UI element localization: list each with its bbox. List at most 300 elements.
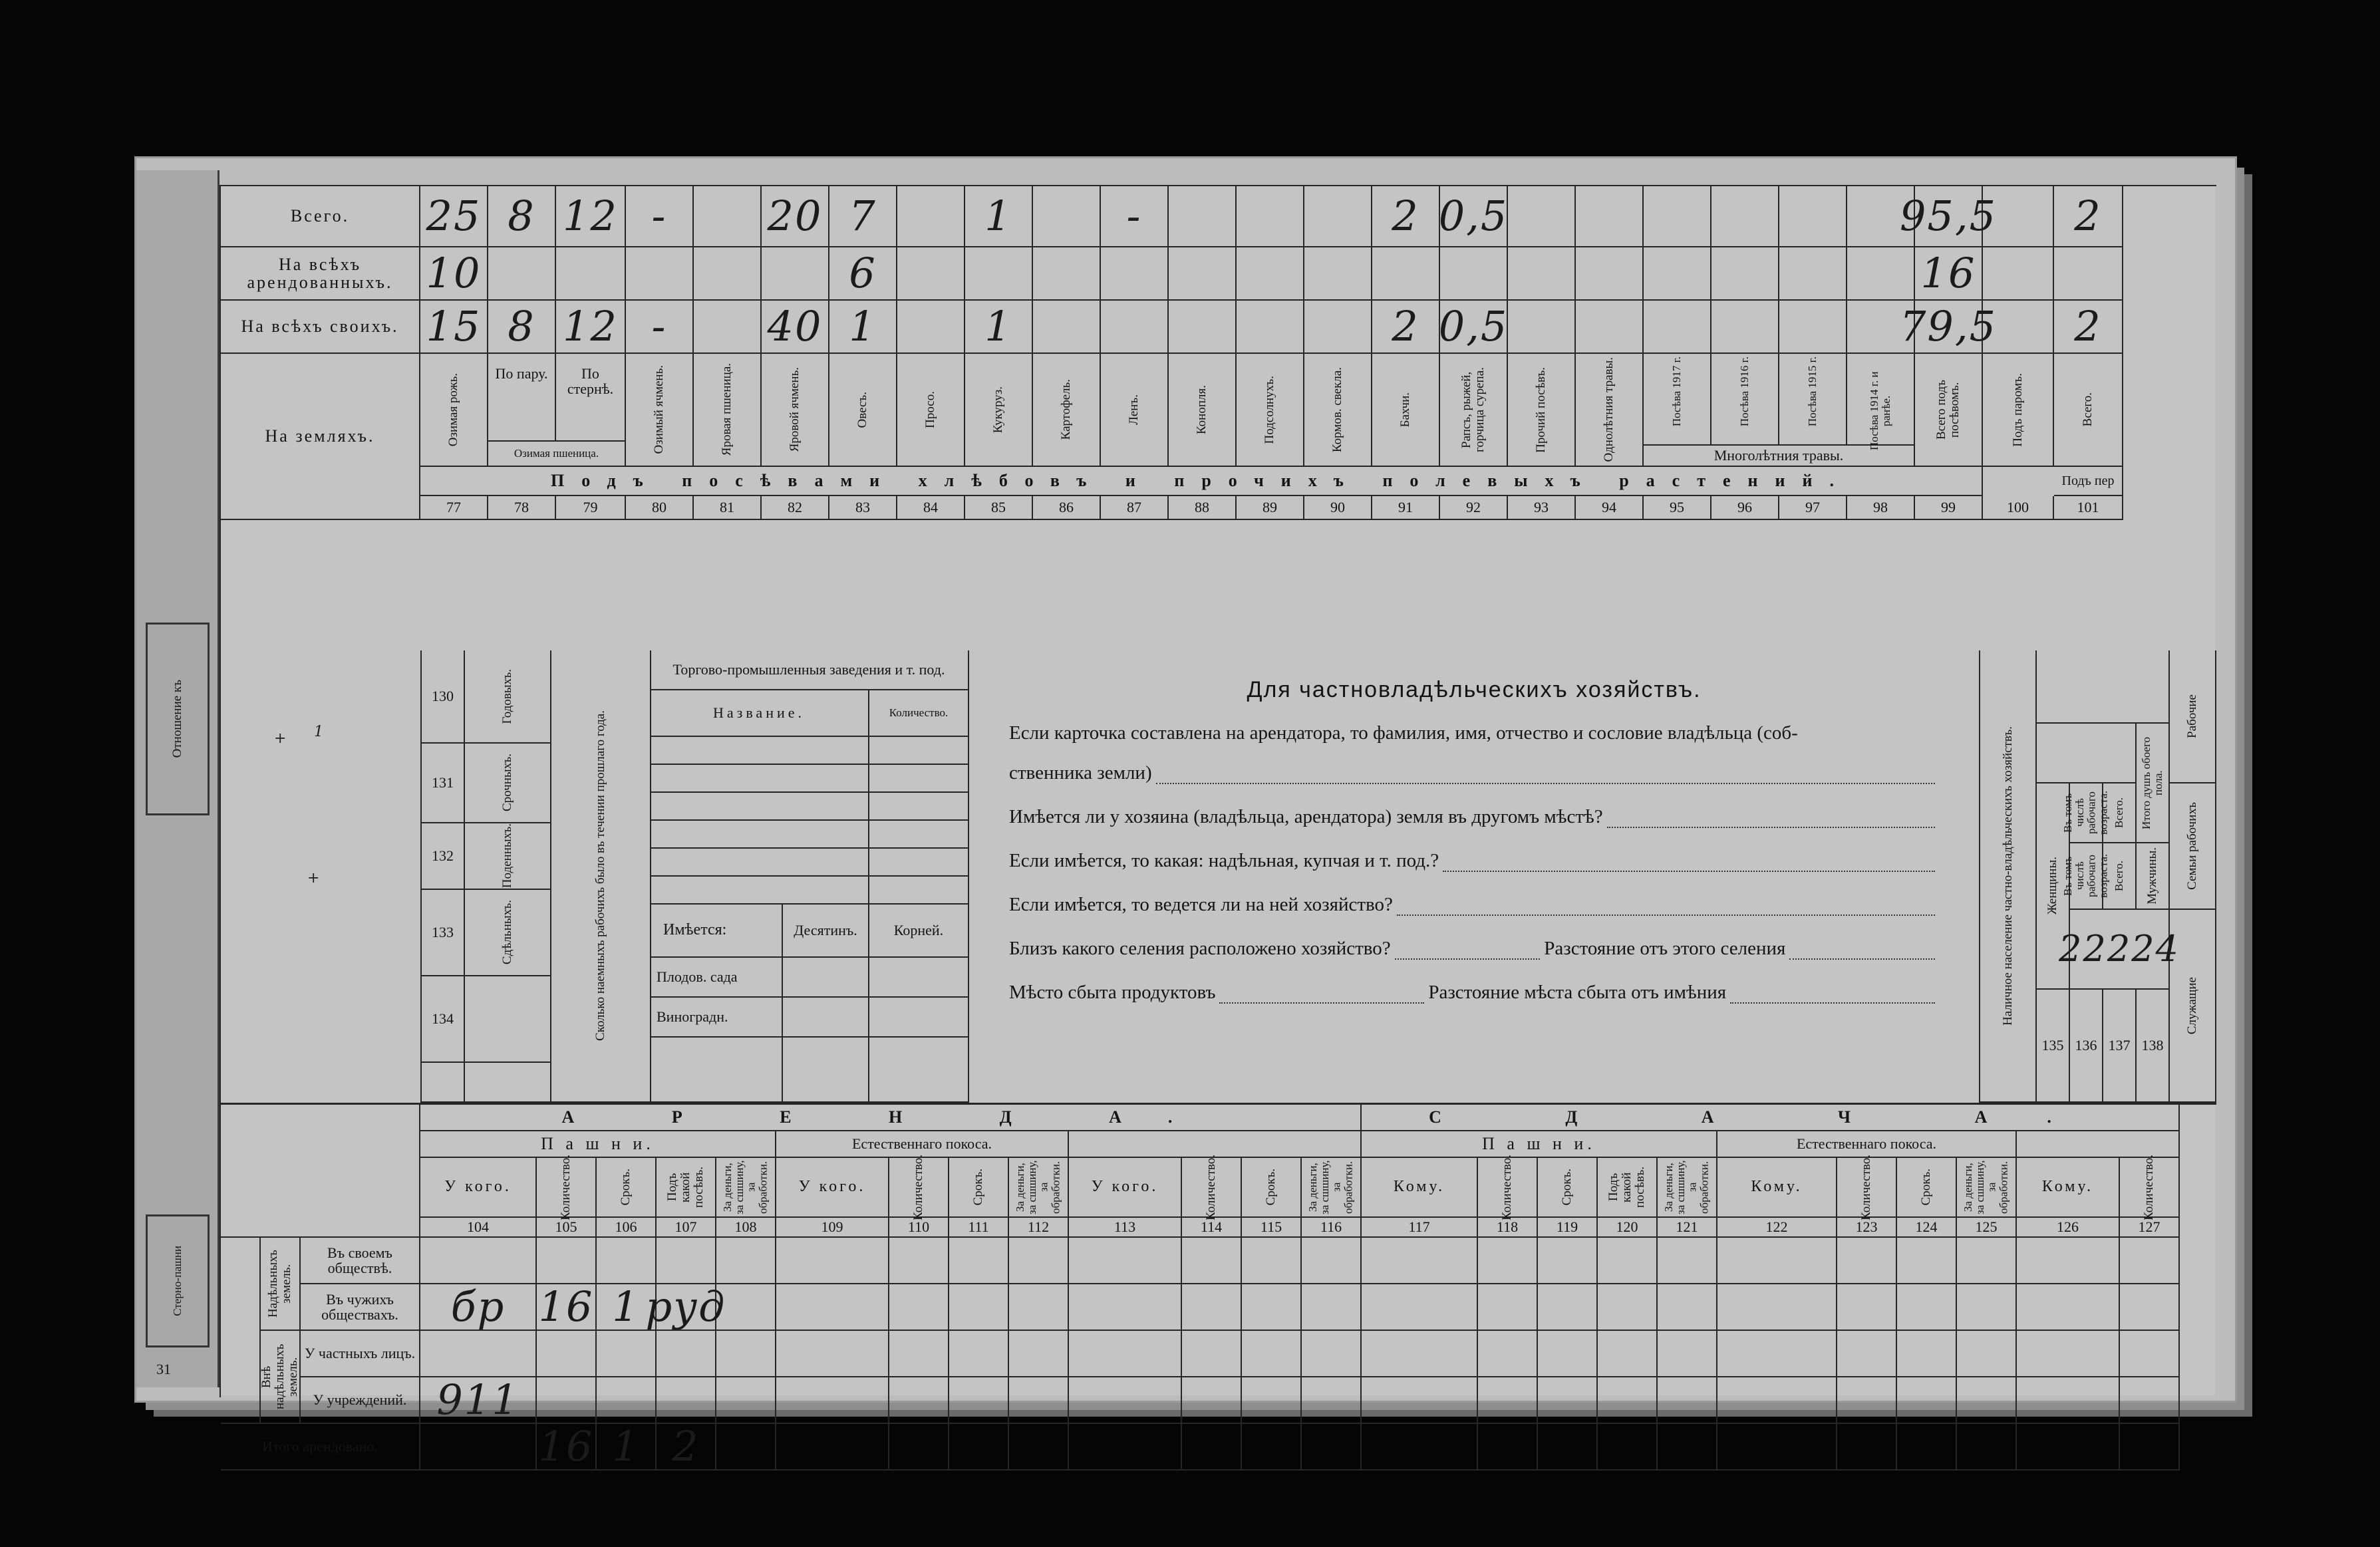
lease-value-cell: [1302, 1331, 1362, 1377]
top-value-cell: 2: [1372, 301, 1440, 354]
lease-value-cell: [1362, 1238, 1478, 1284]
lease-header-text: Количество.: [559, 1154, 573, 1220]
lease-value-cell: руд: [645, 1282, 726, 1332]
top-value-cell: -: [626, 301, 694, 354]
semyi-top: Семьи рабочихъ: [2185, 802, 2200, 890]
lease-header: [1182, 1154, 1242, 1220]
lease-value-cell: [1478, 1377, 1538, 1424]
top-value-cell: 7: [829, 186, 897, 247]
top-value-cell: 8: [488, 301, 556, 354]
lease-value-cell: [716, 1331, 776, 1377]
top-value-cell: [2054, 247, 2123, 301]
top-value-cell: [1169, 247, 1237, 301]
top-col-number: 80: [626, 496, 694, 520]
top-value-cell: 6: [829, 247, 897, 301]
lease-value-cell: [949, 1284, 1009, 1331]
lease-value-cell: [657, 1377, 716, 1424]
middle-area: [220, 650, 2216, 1103]
question-4: Если имѣется, то ведется ли на ней хозяйство?: [1009, 894, 1393, 915]
lease-value-cell: [889, 1331, 949, 1377]
top-header: [1983, 354, 2054, 467]
top-value-cell: 2: [2054, 186, 2123, 247]
sdacha-pashni: П а ш н и.: [1362, 1131, 1717, 1158]
top-col-number: 90: [1304, 496, 1372, 520]
lease-value-cell: [1182, 1377, 1242, 1424]
top-header-text: Озимая рожь.: [446, 372, 461, 447]
workers-num-133: 133: [422, 890, 465, 976]
top-value-cell: [897, 186, 965, 247]
top-value-cell: 8: [488, 186, 556, 247]
private-farms-panel: [969, 650, 1980, 1103]
pop-num-136: 136: [2070, 990, 2103, 1103]
top-value-cell: [694, 301, 762, 354]
lease-value-cell: [949, 1238, 1009, 1284]
pop-itogo: Итого душъ обоего пола.: [2140, 736, 2164, 829]
lease-value-cell: [716, 1377, 776, 1424]
top-col-number: 97: [1779, 496, 1847, 520]
lease-value-cell: [1362, 1424, 1478, 1471]
lease-value-cell: [1957, 1377, 2017, 1424]
top-col-number: 81: [694, 496, 762, 520]
top-value-cell: [1711, 247, 1779, 301]
lease-value-cell: [1242, 1284, 1302, 1331]
top-col-number: 86: [1033, 496, 1101, 520]
lease-col-number: 122: [1717, 1218, 1837, 1238]
lease-value-cell: [2017, 1424, 2120, 1471]
top-header-text: Яровой ячмень.: [788, 367, 802, 452]
lease-value-cell: [1009, 1331, 1069, 1377]
lease-header: [1242, 1158, 1302, 1218]
lease-value-cell: [1069, 1424, 1182, 1471]
top-col-number: 98: [1847, 496, 1915, 520]
top-header-text: Однолѣтния травы.: [1602, 357, 1616, 462]
lease-value-cell: [1302, 1238, 1362, 1284]
top-col-number: 82: [762, 496, 829, 520]
top-value-cell: [1644, 301, 1711, 354]
top-header-text: Просо.: [923, 391, 938, 428]
top-table-area: [220, 185, 2215, 650]
lease-value-cell: [1478, 1331, 1538, 1377]
lease-col-number: 116: [1302, 1218, 1362, 1238]
lease-value-cell: [1538, 1424, 1598, 1471]
top-header-text: Посѣва 1917 г.: [1670, 356, 1684, 427]
lease-col-number: 124: [1897, 1218, 1957, 1238]
top-value-cell: 0,5: [1440, 301, 1508, 354]
top-col-number: 95: [1644, 496, 1711, 520]
lease-value-cell: [2120, 1377, 2180, 1424]
top-value-cell: [1576, 301, 1644, 354]
top-value-cell: -: [626, 186, 694, 247]
lease-value-cell: [657, 1238, 716, 1284]
lease-value-cell: [1717, 1377, 1837, 1424]
lease-header-text: Срокъ.: [1560, 1169, 1574, 1206]
group-nadel-text: Надѣльныхъ земель.: [266, 1250, 293, 1318]
top-value-cell: 12: [556, 301, 626, 354]
top-col-number: 88: [1169, 496, 1237, 520]
lease-col-number: 108: [716, 1218, 776, 1238]
lease-col-number: 125: [1957, 1218, 2017, 1238]
lease-header: Кому.: [2017, 1158, 2120, 1218]
lease-value-cell: [776, 1424, 889, 1471]
lease-value-cell: [1897, 1331, 1957, 1377]
question-5b: Разстояние отъ этого селения: [1544, 938, 1786, 959]
workers-foot-b: [465, 1063, 551, 1103]
question-6a: Мѣсто сбыта продуктовъ: [1009, 982, 1216, 1003]
lease-header-text: За деньги, за сшшину, за обработки.: [1662, 1160, 1711, 1214]
lease-value-cell: [1897, 1377, 1957, 1424]
lease-value-cell: [1362, 1377, 1478, 1424]
lease-header: [1837, 1154, 1897, 1220]
top-col-number: 93: [1508, 496, 1576, 520]
lease-value-cell: [420, 1238, 537, 1284]
pop-men-total: Всего.: [2113, 861, 2126, 891]
lease-value-cell: 16: [537, 1424, 597, 1471]
lease-value-cell: [1658, 1424, 1717, 1471]
top-header-text: Всего подъ посѣвомъ.: [1934, 380, 1962, 440]
top-header-text: Овесъ.: [855, 391, 870, 428]
lease-value-cell: [1897, 1238, 1957, 1284]
workers-num-131: 131: [422, 744, 465, 823]
arenda-pashni: П а ш н и.: [420, 1131, 776, 1158]
pop-num-135: 135: [2037, 990, 2070, 1103]
top-value-cell: 20: [762, 186, 829, 247]
top-value-cell: [1508, 301, 1576, 354]
top-header: [762, 354, 829, 467]
top-header-text: Посѣва 1916 г.: [1738, 356, 1751, 427]
sluzhashchie: Служащие: [2185, 976, 2200, 1035]
top-value-cell: [1983, 186, 2054, 247]
top-value-cell: 2: [1372, 186, 1440, 247]
top-value-cell: [1033, 247, 1101, 301]
lease-value-cell: [1598, 1377, 1658, 1424]
top-header: По пару.: [488, 354, 556, 467]
top-header: [1372, 354, 1440, 467]
top-value-cell: [1576, 186, 1644, 247]
lease-value-cell: [1837, 1331, 1897, 1377]
top-col-number: 96: [1711, 496, 1779, 520]
top-value-cell: [1983, 247, 2054, 301]
top-value-cell: 1: [829, 301, 897, 354]
lease-header-text: Срокъ.: [619, 1169, 633, 1206]
top-col-number: 87: [1101, 496, 1169, 520]
lease-col-number: 127: [2120, 1218, 2180, 1238]
lease-value-cell: [1598, 1284, 1658, 1331]
lease-value-cell: [2120, 1424, 2180, 1471]
top-value-cell: 10: [420, 247, 488, 301]
top-header-text: Бахчи.: [1398, 392, 1413, 428]
top-value-cell: -: [1101, 186, 1169, 247]
top-header-text: Кукуруз.: [991, 386, 1006, 434]
lease-value-cell: [2017, 1238, 2120, 1284]
lease-value-cell: [1182, 1331, 1242, 1377]
top-header: [1237, 354, 1304, 467]
top-value-cell: [1779, 247, 1847, 301]
mark-1: +: [274, 730, 288, 747]
ozimaya-pshenitsa: Озимая пшеница.: [488, 440, 626, 467]
top-header-text: Подсолнухъ.: [1263, 375, 1277, 444]
lease-header: У кого.: [420, 1158, 537, 1218]
lease-header-text: Количество.: [1204, 1154, 1219, 1220]
population-caption: Наличное население частно-владѣльческихъ хозяйствъ.: [2000, 726, 2015, 1026]
lease-value-cell: [776, 1331, 889, 1377]
lease-value-cell: [716, 1284, 776, 1331]
lease-header-text: Подъ какой посѣвъ.: [665, 1167, 706, 1208]
top-value-cell: [1644, 247, 1711, 301]
lease-value-cell: [537, 1377, 597, 1424]
lease-value-cell: [776, 1238, 889, 1284]
pop-num-138: 138: [2137, 990, 2170, 1103]
lease-col-number: 121: [1658, 1218, 1717, 1238]
sowing-banner: Подъ посѣвами хлѣбовъ и прочихъ полевыхъ растений.: [420, 467, 1983, 496]
lease-col-number: 117: [1362, 1218, 1478, 1238]
hand-marks: [247, 724, 380, 1043]
lease-value-cell: [776, 1377, 889, 1424]
trade-qty-header: Количество.: [869, 690, 969, 737]
lease-value-cell: [2120, 1331, 2180, 1377]
lease-value-cell: бр: [420, 1284, 537, 1331]
top-value-cell: [1711, 301, 1779, 354]
top-col-number: 78: [488, 496, 556, 520]
top-header-text: Всего.: [2081, 392, 2095, 427]
top-col-number: 101: [2054, 496, 2123, 520]
group-side-a: [221, 1238, 261, 1424]
top-col-number: 79: [556, 496, 626, 520]
lease-col-number: 115: [1242, 1218, 1302, 1238]
top-value-cell: [1576, 247, 1644, 301]
top-value-cell: [965, 247, 1033, 301]
question-1: Если карточка составлена на арендатора, то фамилия, имя, отчество и сословие владѣльца (соб-: [1009, 722, 1798, 744]
lease-value-cell: [1009, 1377, 1069, 1424]
lease-col-number: 112: [1009, 1218, 1069, 1238]
lease-value-cell: [537, 1331, 597, 1377]
trade-table: [650, 650, 969, 1103]
pop-women-workers: Въ томъ числѣ рабочаго возраста.: [2061, 790, 2110, 835]
lease-header: [1897, 1158, 1957, 1218]
top-value-cell: [1779, 186, 1847, 247]
top-row-label: На всѣхъ арендованныхъ.: [221, 247, 420, 301]
lease-header: [597, 1158, 657, 1218]
lease-value-cell: [1538, 1238, 1598, 1284]
lease-value-cell: [537, 1238, 597, 1284]
pop-women: Женщины.: [2045, 857, 2060, 915]
workers-podennykh: Поденныхъ.: [500, 823, 515, 889]
lease-value-cell: [1957, 1238, 2017, 1284]
lease-value-cell: [1658, 1377, 1717, 1424]
mark-3: +: [307, 870, 321, 887]
lease-header: [949, 1158, 1009, 1218]
population-table: [1980, 650, 2216, 1103]
top-col-number: 99: [1915, 496, 1983, 520]
top-value-cell: [1372, 247, 1440, 301]
lease-value-cell: [1069, 1238, 1182, 1284]
binding-strip: [136, 170, 220, 1387]
top-value-cell: 2: [2054, 301, 2123, 354]
lease-value-cell: [1598, 1331, 1658, 1377]
lease-header: [1658, 1158, 1717, 1218]
left-strip-box: [146, 1214, 210, 1347]
top-value-cell: [556, 247, 626, 301]
lease-value-cell: 1: [597, 1284, 657, 1331]
lease-row-total: Итого арендовано.: [221, 1424, 420, 1471]
lease-value-cell: [889, 1238, 949, 1284]
pop-women-total: Всего.: [2113, 797, 2126, 828]
lease-value-cell: [1069, 1377, 1182, 1424]
top-value-cell: [1440, 247, 1508, 301]
lease-header: [1009, 1158, 1069, 1218]
lease-header-text: Срокъ.: [971, 1169, 986, 1206]
top-value-cell: [626, 247, 694, 301]
top-header: [1508, 354, 1576, 467]
lease-value-cell: [1478, 1238, 1538, 1284]
top-value-cell: [1169, 301, 1237, 354]
private-title: Для частновладѣльческихъ хозяйствъ.: [1247, 677, 1702, 702]
top-header: [1304, 354, 1372, 467]
lease-value-cell: [1242, 1377, 1302, 1424]
lease-value-cell: [1538, 1284, 1598, 1331]
top-value-cell: [1847, 247, 1915, 301]
lease-value-cell: [1658, 1238, 1717, 1284]
top-value-cell: [1237, 186, 1304, 247]
lease-value-cell: [597, 1238, 657, 1284]
lease-header: [889, 1154, 949, 1220]
lease-value-cell: [1837, 1424, 1897, 1471]
korney-header: Корней.: [869, 905, 969, 958]
workers-caption: Сколько наемныхъ рабочихъ было въ течении прошлаго года.: [593, 710, 608, 1042]
top-header: [420, 354, 488, 467]
lease-header-text: Количество.: [911, 1154, 926, 1220]
desyatin-header: Десятинъ.: [783, 905, 869, 958]
top-col-number: 84: [897, 496, 965, 520]
rabochie-top: Рабочие: [2185, 694, 2200, 738]
workers-godovykh: Годовыхъ.: [500, 668, 515, 724]
question-6b: Разстояние мѣста сбыта отъ имѣния: [1428, 982, 1727, 1003]
question-1-cont: ственника земли): [1009, 762, 1152, 783]
top-value-cell: [694, 247, 762, 301]
top-header-text: Яровая пшеница.: [720, 363, 734, 456]
top-header: [897, 354, 965, 467]
top-value-cell: [1237, 301, 1304, 354]
lease-value-cell: [949, 1331, 1009, 1377]
top-col-number: 85: [965, 496, 1033, 520]
trade-title: Торгово-промышленныя заведения и т. под.: [650, 650, 969, 690]
top-value-cell: [1101, 301, 1169, 354]
top-header-text: Кормов. свекла.: [1330, 366, 1345, 453]
lease-value-cell: [1897, 1284, 1957, 1331]
top-value-cell: [897, 247, 965, 301]
lease-col-number: 107: [657, 1218, 716, 1238]
lease-header-text: За деньги, за сшшину, за обработки.: [1014, 1160, 1062, 1214]
top-value-cell: 79,5: [1915, 301, 1983, 354]
lease-value-cell: [1717, 1284, 1837, 1331]
top-header: [626, 354, 694, 467]
lease-value-cell: [1182, 1284, 1242, 1331]
top-col-number: 77: [420, 496, 488, 520]
lease-value-cell: [420, 1424, 537, 1471]
top-header-text: Прочий посѣвъ.: [1534, 366, 1549, 453]
top-value-cell: [1304, 186, 1372, 247]
top-value-cell: 0,5: [1440, 186, 1508, 247]
top-value-cell: 40: [762, 301, 829, 354]
top-header-text: Ленъ.: [1127, 394, 1141, 425]
lease-table: [220, 1103, 2216, 1471]
trade-name-header: Название.: [650, 690, 869, 737]
workers-table: [420, 650, 651, 1103]
lease-header: [1598, 1158, 1658, 1218]
lease-value-cell: [1478, 1284, 1538, 1331]
lease-col-number: 113: [1069, 1218, 1182, 1238]
left-strip-number: 31: [156, 1361, 171, 1377]
top-header-text: Рапсъ, рыжей, горчица сурепа.: [1459, 367, 1487, 452]
lease-header-text: За деньги, за сшшину, за обработки.: [1962, 1160, 2010, 1214]
lease-value-cell: [1598, 1238, 1658, 1284]
top-row-label-lands: На земляхъ.: [221, 354, 420, 520]
lease-value-cell: [2017, 1331, 2120, 1377]
lease-value-cell: [597, 1377, 657, 1424]
workers-foot-a: [422, 1063, 465, 1103]
lease-col-number: 106: [597, 1218, 657, 1238]
imeetsya-label: Имѣется:: [650, 905, 783, 958]
top-header-text: Конопля.: [1195, 384, 1209, 435]
lease-value-cell: [1302, 1424, 1362, 1471]
question-2: Имѣется ли у хозяина (владѣльца, арендатора) земля въ другомъ мѣстѣ?: [1009, 806, 1603, 827]
top-row-label: Всего.: [221, 186, 420, 247]
question-3: Если имѣется, то какая: надѣльная, купчая и т. под.?: [1009, 850, 1439, 871]
lease-header: [716, 1158, 776, 1218]
sdacha-pokos: Естественнаго покоса.: [1717, 1131, 2017, 1158]
lease-header-text: Подъ какой посѣвъ.: [1606, 1167, 1647, 1208]
top-header-text: Озимый ячмень.: [652, 365, 667, 454]
lease-value-cell: [1658, 1331, 1717, 1377]
arenda-pokos: Естественнаго покоса.: [776, 1131, 1069, 1158]
top-value-cell: 16: [1915, 247, 1983, 301]
top-value-cell: [488, 247, 556, 301]
top-value-cell: [1033, 301, 1101, 354]
lease-value-cell: [2120, 1238, 2180, 1284]
top-value-cell: 95,5: [1915, 186, 1983, 247]
lease-value-cell: [1362, 1331, 1478, 1377]
lease-value-cell: [420, 1331, 537, 1377]
lease-header-text: За деньги, за сшшину, за обработки.: [1306, 1160, 1355, 1214]
lease-value-cell: 2: [657, 1424, 716, 1471]
lease-value-cell: [1182, 1238, 1242, 1284]
top-col-number: 83: [829, 496, 897, 520]
lease-value-cell: [2017, 1284, 2120, 1331]
top-value-cell: [1644, 186, 1711, 247]
group-nadel: [261, 1238, 301, 1331]
lease-value-cell: [1242, 1424, 1302, 1471]
lease-value-cell: [1658, 1284, 1717, 1331]
left-strip-label: Стерно-пашни: [171, 1246, 184, 1316]
top-value-cell: [762, 247, 829, 301]
group-vne: [261, 1331, 301, 1424]
lease-value-cell: [716, 1424, 776, 1471]
lease-value-cell: [1242, 1331, 1302, 1377]
mnogoletnie: Многолѣтния травы.: [1644, 444, 1915, 467]
lease-row-label: Въ чужихъ обществахъ.: [301, 1284, 420, 1331]
lease-header: У кого.: [1069, 1158, 1182, 1218]
lease-value-cell: 1: [597, 1424, 657, 1471]
lease-col-number: 120: [1598, 1218, 1658, 1238]
lease-col-number: 104: [420, 1218, 537, 1238]
lease-value-cell: [2017, 1377, 2120, 1424]
pod-per: Подъ пер: [2054, 467, 2123, 496]
lease-value-cell: [1957, 1424, 2017, 1471]
lease-header: Кому.: [1362, 1158, 1478, 1218]
top-header: [1576, 354, 1644, 467]
top-value-cell: [1169, 186, 1237, 247]
lease-header: У кого.: [776, 1158, 889, 1218]
lease-header: [1957, 1158, 2017, 1218]
